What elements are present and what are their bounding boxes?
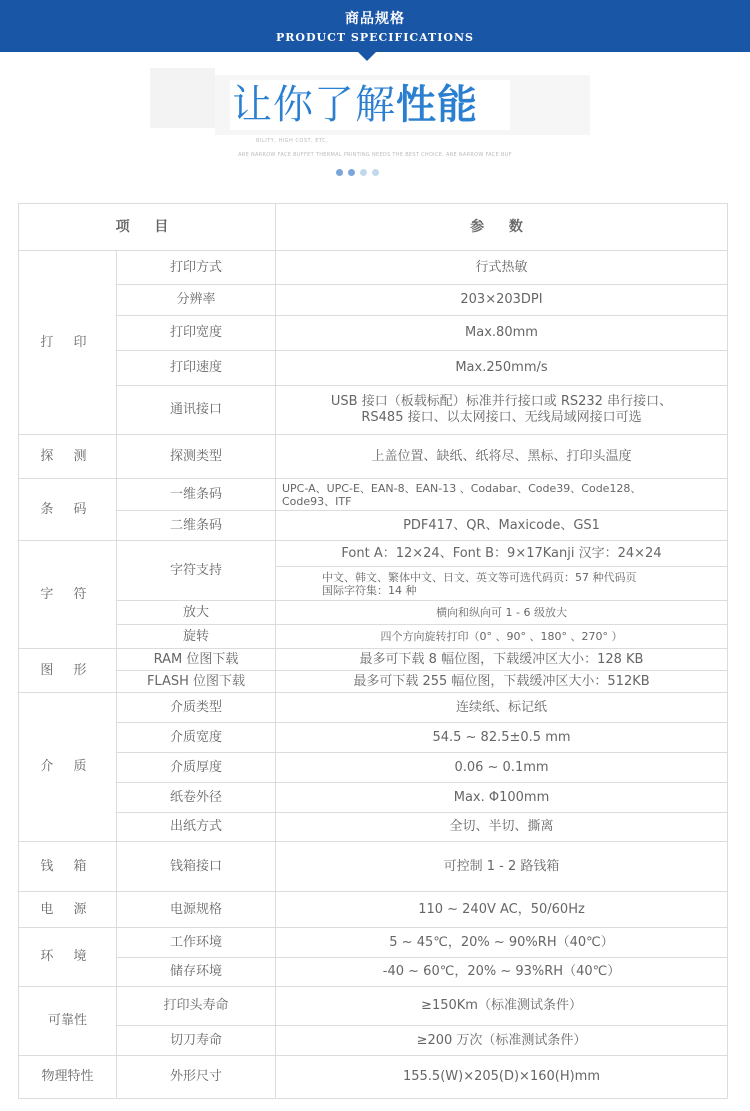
table-row (19, 435, 728, 479)
item-label: 字符支持 (117, 541, 276, 601)
carousel-dot (360, 169, 367, 176)
table-row (19, 251, 728, 285)
item-value: 110 ~ 240V AC，50/60Hz (276, 892, 728, 928)
category-detect: 探 测 (19, 435, 117, 479)
table-row (19, 1026, 728, 1056)
item-label: 放大 (117, 601, 276, 625)
category-physical: 物理特性 (19, 1056, 117, 1099)
item-value (276, 567, 728, 601)
table-row (19, 892, 728, 928)
item-value: ≥150Km（标准测试条件） (276, 987, 728, 1026)
banner-title-en: PRODUCT SPECIFICATIONS (276, 31, 474, 44)
banner-notch (358, 52, 376, 61)
carousel-dot (372, 169, 379, 176)
hero-title-light: 让你了解 (232, 82, 396, 128)
table-row (19, 783, 728, 813)
category-power: 电 源 (19, 892, 117, 928)
item-value: 最多可下载 255 幅位图，下载缓冲区大小：512KB (276, 671, 728, 693)
item-label: 打印方式 (117, 251, 276, 285)
item-label: 出纸方式 (117, 813, 276, 842)
category-graphics: 图 形 (19, 649, 117, 693)
category-reliability: 可靠性 (19, 987, 117, 1056)
item-label: 介质类型 (117, 693, 276, 723)
item-value: -40 ~ 60℃，20% ~ 93%RH（40℃） (276, 958, 728, 987)
table-row (19, 723, 728, 753)
table-row (19, 316, 728, 351)
item-label: FLASH 位图下载 (117, 671, 276, 693)
value-line: RS485 接口、以太网接口、无线局域网接口可选 (361, 410, 642, 425)
item-label: 储存环境 (117, 958, 276, 987)
item-value: PDF417、QR、Maxicode、GS1 (276, 511, 728, 541)
item-label: 钱箱接口 (117, 842, 276, 892)
item-label: 一维条码 (117, 479, 276, 511)
table-row (19, 753, 728, 783)
value-line: 国际字符集：14 种 (322, 583, 417, 597)
table-header-row (19, 204, 728, 251)
table-row (19, 649, 728, 671)
item-label: 外形尺寸 (117, 1056, 276, 1099)
table-row (19, 958, 728, 987)
item-label: 介质宽度 (117, 723, 276, 753)
item-label: 打印速度 (117, 351, 276, 386)
value-line: 中文、韩文、繁体中文、日文、英文等可选代码页：57 种代码页 (322, 570, 637, 584)
value-line: UPC-A、UPC-E、EAN-8、EAN-13 、Codabar、Code39、Code128、 (282, 481, 642, 495)
category-cashdrawer: 钱 箱 (19, 842, 117, 892)
table-row (19, 813, 728, 842)
item-value: 203×203DPI (276, 285, 728, 316)
hero-subtitle-1: BILITY, HIGH COST, ETC, (256, 138, 329, 144)
item-value: 0.06 ~ 0.1mm (276, 753, 728, 783)
item-label: 打印头寿命 (117, 987, 276, 1026)
value-line: USB 接口（板载标配）标准并行接口或 RS232 串行接口、 (330, 394, 673, 409)
header-param: 参 数 (276, 204, 728, 251)
carousel-dot (348, 169, 355, 176)
table-row (19, 541, 728, 567)
value-line: Code93、ITF (282, 494, 352, 508)
item-value: 可控制 1 - 2 路钱箱 (276, 842, 728, 892)
item-value: 横向和纵向可 1 - 6 级放大 (276, 601, 728, 625)
category-media: 介 质 (19, 693, 117, 842)
item-label: 切刀寿命 (117, 1026, 276, 1056)
header-item: 项 目 (19, 204, 276, 251)
table-row (19, 479, 728, 511)
item-label: 介质厚度 (117, 753, 276, 783)
item-label: 探测类型 (117, 435, 276, 479)
item-value: 上盖位置、缺纸、纸将尽、黑标、打印头温度 (276, 435, 728, 479)
table-row (19, 285, 728, 316)
item-label: 通讯接口 (117, 386, 276, 435)
category-barcode: 条 码 (19, 479, 117, 541)
item-value: 行式热敏 (276, 251, 728, 285)
hero-subtitle-2: ARE NARROW FACE BUFFET THERMAL PRINTING NEEDS THE BEST CHOICE. ARE NARROW FACE BUF (238, 152, 512, 158)
table-row (19, 671, 728, 693)
category-print: 打 印 (19, 251, 117, 435)
item-value: 连续纸、标记纸 (276, 693, 728, 723)
table-row (19, 928, 728, 958)
table-row (19, 601, 728, 625)
hero-title-bold: 性能 (396, 82, 478, 128)
item-value: 全切、半切、撕离 (276, 813, 728, 842)
table-row (19, 625, 728, 649)
spec-table (18, 203, 728, 1099)
item-value: 5 ~ 45℃，20% ~ 90%RH（40℃） (276, 928, 728, 958)
item-label: 打印宽度 (117, 316, 276, 351)
table-row (19, 693, 728, 723)
item-label: 纸卷外径 (117, 783, 276, 813)
item-value: Font A：12×24、Font B：9×17Kanji 汉字：24×24 (276, 541, 728, 567)
category-environment: 环 境 (19, 928, 117, 987)
item-value (276, 479, 728, 511)
item-label: 旋转 (117, 625, 276, 649)
item-value: 最多可下载 8 幅位图，下载缓冲区大小：128 KB (276, 649, 728, 671)
item-value: 155.5(W)×205(D)×160(H)mm (276, 1056, 728, 1099)
item-value: Max. Φ100mm (276, 783, 728, 813)
table-row (19, 1056, 728, 1099)
item-value: 四个方向旋转打印（0° 、90° 、180° 、270° ） (276, 625, 728, 649)
item-label: 分辨率 (117, 285, 276, 316)
table-row (19, 511, 728, 541)
table-row (19, 351, 728, 386)
item-label: 工作环境 (117, 928, 276, 958)
table-row (19, 987, 728, 1026)
carousel-dot (336, 169, 343, 176)
item-label: RAM 位图下载 (117, 649, 276, 671)
category-chars: 字 符 (19, 541, 117, 649)
item-value: Max.80mm (276, 316, 728, 351)
item-value: Max.250mm/s (276, 351, 728, 386)
hero-title (232, 82, 478, 128)
table-row (19, 386, 728, 435)
header-banner (0, 0, 750, 52)
banner-title-cn: 商品规格 (345, 11, 405, 27)
table-row (19, 842, 728, 892)
item-value: 54.5 ~ 82.5±0.5 mm (276, 723, 728, 753)
item-value: ≥200 万次（标准测试条件） (276, 1026, 728, 1056)
item-label: 电源规格 (117, 892, 276, 928)
carousel-dots (336, 169, 379, 176)
hero-backdrop-left (150, 68, 215, 128)
item-value (276, 386, 728, 435)
item-label: 二维条码 (117, 511, 276, 541)
